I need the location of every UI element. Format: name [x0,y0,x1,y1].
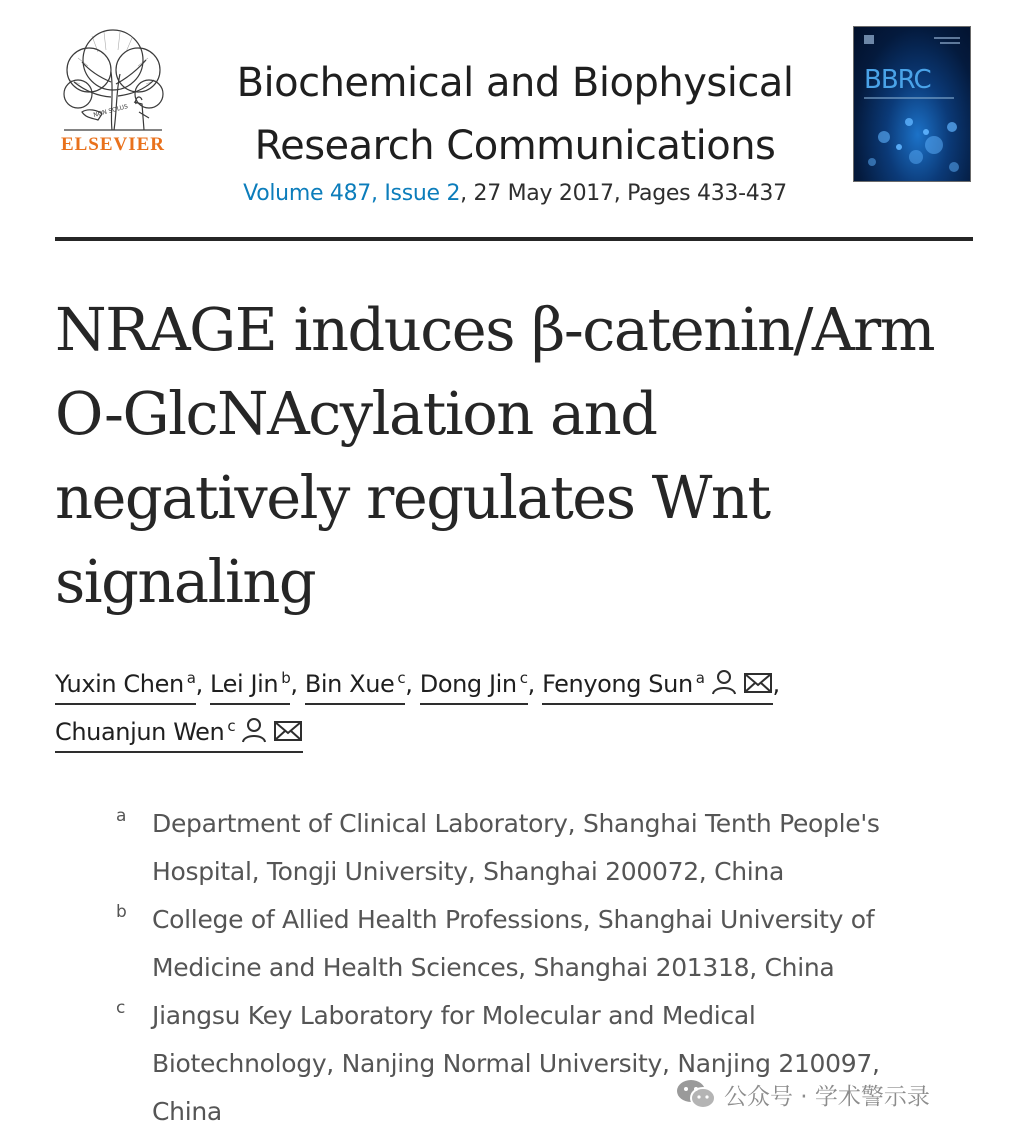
cover-elsevier-mark [864,35,874,44]
title-line4: signaling [55,547,316,616]
envelope-icon [743,671,773,695]
author-affil-sup: b [281,669,291,687]
journal-cover[interactable] [853,26,971,182]
logo-motto: NON SOLUS [92,103,129,119]
journal-title-line2: Research Communications [254,123,776,169]
affiliation-mark: b [116,902,127,922]
title-line2: O-GlcNAcylation and [55,379,657,448]
author-bin-xue[interactable]: Bin Xue $^c$ [305,661,405,705]
author-affil-sup: a [695,669,705,687]
person-icon [241,717,267,743]
watermark-text: 公众号 · 学术警示录 [724,1083,930,1110]
title-line3: negatively regulates Wnt [55,463,770,532]
author-dong-jin[interactable]: Dong Jin $^c$ [420,661,528,705]
author-lei-jin[interactable]: Lei Jin $^b$ [210,661,290,705]
title-line1: NRAGE induces β-catenin/Arm [55,295,935,364]
author-chuanjun-wen[interactable]: Chuanjun Wen $^c$ [55,709,303,753]
wechat-watermark [676,1072,930,1116]
person-icon [711,669,737,695]
affiliation-a: a Department of Clinical Laboratory, Shanghai Tenth People's Hospital, Tongji University, Shanghai 200072, China [116,800,976,896]
envelope-icon [273,719,303,743]
date-pages: , 27 May 2017, Pages 433-437 [460,181,787,206]
volume-issue-link[interactable]: Volume 487, Issue 2 [243,181,461,206]
author-list: Yuxin Chen $^a$, Lei Jin $^b$, Bin Xue $^c$, Dong Jin $^c$, Fenyong Sun $^a$ , Chuanjun Wen $^c$ [55,660,955,756]
author-yuxin-chen[interactable]: Yuxin Chen $^a$ [55,661,196,705]
citation-line [200,181,830,206]
wechat-icon [676,1078,716,1110]
author-affil-sup: c [397,669,406,687]
article-title [55,288,985,624]
author-fenyong-sun[interactable]: Fenyong Sun $^a$ [542,661,772,705]
elsevier-wordmark[interactable]: ELSEVIER [60,134,166,155]
journal-title-line1: Biochemical and Biophysical [236,60,794,106]
journal-header [0,0,1017,245]
author-affil-sup: a [186,669,196,687]
affiliation-b: b College of Allied Health Professions, Shanghai University of Medicine and Health Sciences, Shanghai 201318, China [116,896,976,992]
affiliation-c: c Jiangsu Key Laboratory for Molecular and Medical Biotechnology, Nanjing Normal University, Nanjing 210097, China [116,992,976,1136]
header-divider [55,237,973,241]
cover-bokeh-art [854,27,971,182]
author-affil-sup: c [519,669,528,687]
journal-title[interactable] [200,52,830,178]
affiliation-mark: a [116,806,127,826]
cover-abbrev: BBRC [864,65,931,95]
author-affil-sup: c [227,717,236,735]
affiliation-mark: c [116,998,126,1018]
